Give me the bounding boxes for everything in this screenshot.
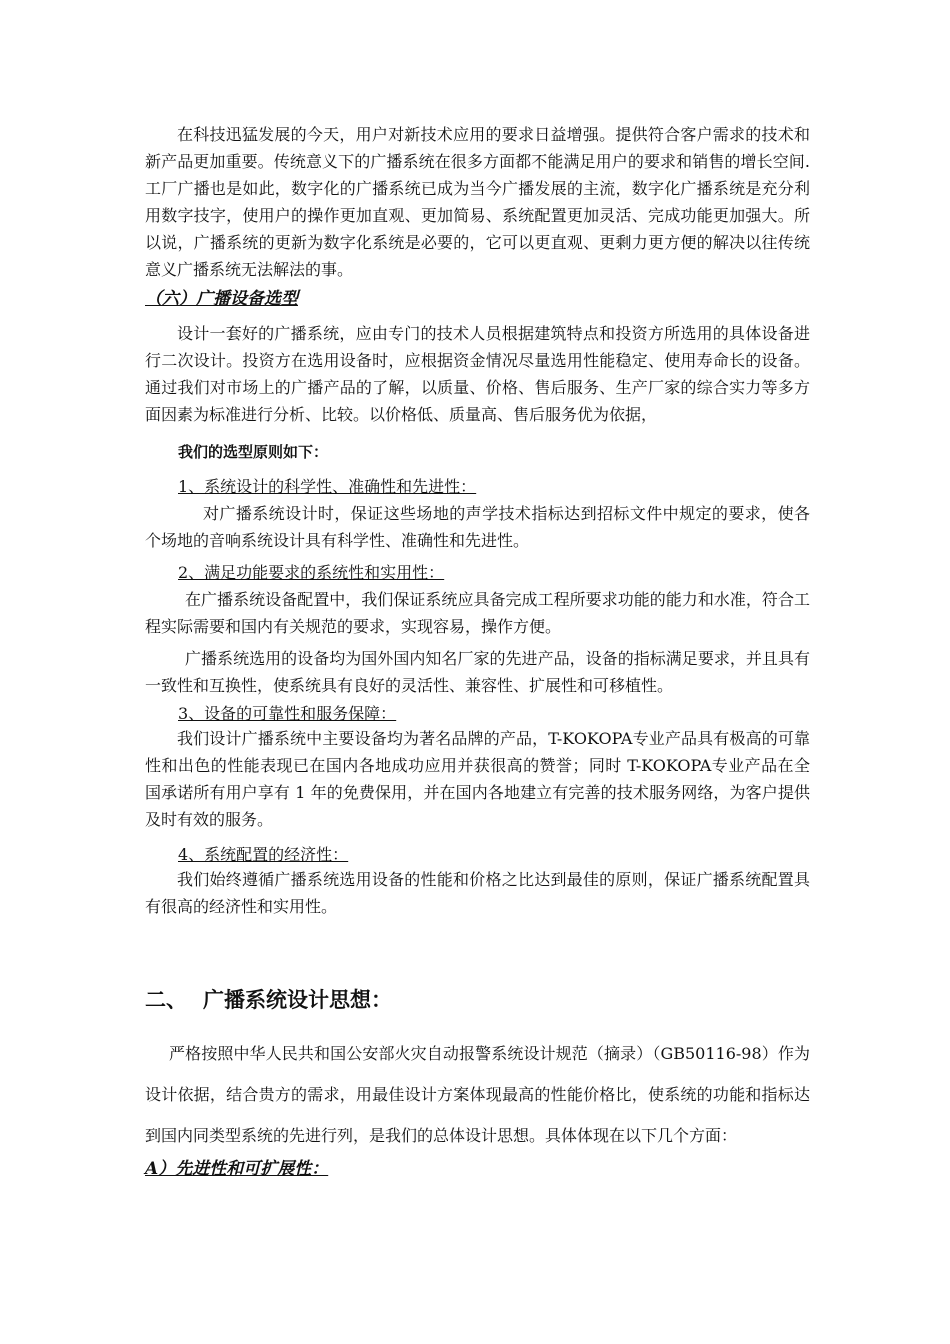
heading-advanced-expandable: A）先进性和可扩展性： bbox=[145, 1159, 329, 1179]
principle-2-text-b: 广播系统选用的设备均为国外国内知名厂家的先进产品，设备的指标满足要求，并且具有一致性和互换性，使系统具有良好的灵活性、兼容性、扩展性和可移植性。 bbox=[145, 649, 810, 695]
principle-3-text: 我们设计广播系统中主要设备均为著名品牌的产品，T-KOKOPA专业产品具有极高的可靠性和出色的性能表现已在国内各地成功应用并获很高的赞誉；同时 T-KOKOPA专业产品在全国承诺所有用户享有 1 年的免费保用，并在国内各地建立有完善的技术服务网络，为客户提供及时有效的服务。 bbox=[145, 729, 810, 829]
principle-1-text: 对广播系统设计时，保证这些场地的声学技术指标达到招标文件中规定的要求，使各个场地的音响系统设计具有科学性、准确性和先进性。 bbox=[145, 504, 810, 550]
section-title bbox=[145, 985, 392, 1015]
principle-4-heading: 4、系统配置的经济性： bbox=[178, 845, 349, 864]
section-title-text: 广播系统设计思想： bbox=[203, 988, 392, 1012]
heading-broadcast-equipment-selection: （六）广播设备选型 bbox=[145, 289, 298, 309]
section-number: 二、 bbox=[145, 988, 187, 1012]
paragraph-design-philosophy: 严格按照中华人民共和国公安部火灾自动报警系统设计规范（摘录）（GB50116-98）作为设计依据，结合贵方的需求，用最佳设计方案体现最高的性能价格比，使系统的功能和指标达到国内同类型系统的先进行列，是我们的总体设计思想。具体体现在以下几个方面： bbox=[145, 1044, 810, 1145]
principle-2-heading: 2、满足功能要求的系统性和实用性： bbox=[178, 563, 445, 582]
principle-1-heading: 1、系统设计的科学性、准确性和先进性： bbox=[178, 477, 477, 496]
paragraph-design: 设计一套好的广播系统，应由专门的技术人员根据建筑特点和投资方所选用的具体设备进行二次设计。投资方在选用设备时，应根据资金情况尽量选用性能稳定、使用寿命长的设备。通过我们对市场上的广播产品的了解，以质量、价格、售后服务、生产厂家的综合实力等多方面因素为标准进行分析、比较。以价格低、质量高、售后服务优为依据， bbox=[145, 324, 810, 424]
paragraph-intro: 在科技迅猛发展的今天，用户对新技术应用的要求日益增强。提供符合客户需求的技术和新产品更加重要。传统意义下的广播系统在很多方面都不能满足用户的要求和销售的增长空间.工厂广播也是如此，数字化的广播系统已成为当今广播发展的主流，数字化广播系统是充分利用数字技字，使用户的操作更加直观、更加简易、系统配置更加灵活、完成功能更加强大。所以说，广播系统的更新为数字化系统是必要的，它可以更直观、更剩力更方便的解决以往传统意义广播系统无法解法的事。 bbox=[145, 125, 810, 279]
principle-4-text: 我们始终遵循广播系统选用设备的性能和价格之比达到最佳的原则，保证广播系统配置具有很高的经济性和实用性。 bbox=[145, 870, 810, 916]
principle-2-text-a: 在广播系统设备配置中，我们保证系统应具备完成工程所要求功能的能力和水准，符合工程实际需要和国内有关规范的要求，实现容易，操作方便。 bbox=[145, 590, 810, 636]
selection-principles-title: 我们的选型原则如下： bbox=[178, 443, 329, 461]
principle-3-heading: 3、设备的可靠性和服务保障： bbox=[178, 704, 397, 723]
